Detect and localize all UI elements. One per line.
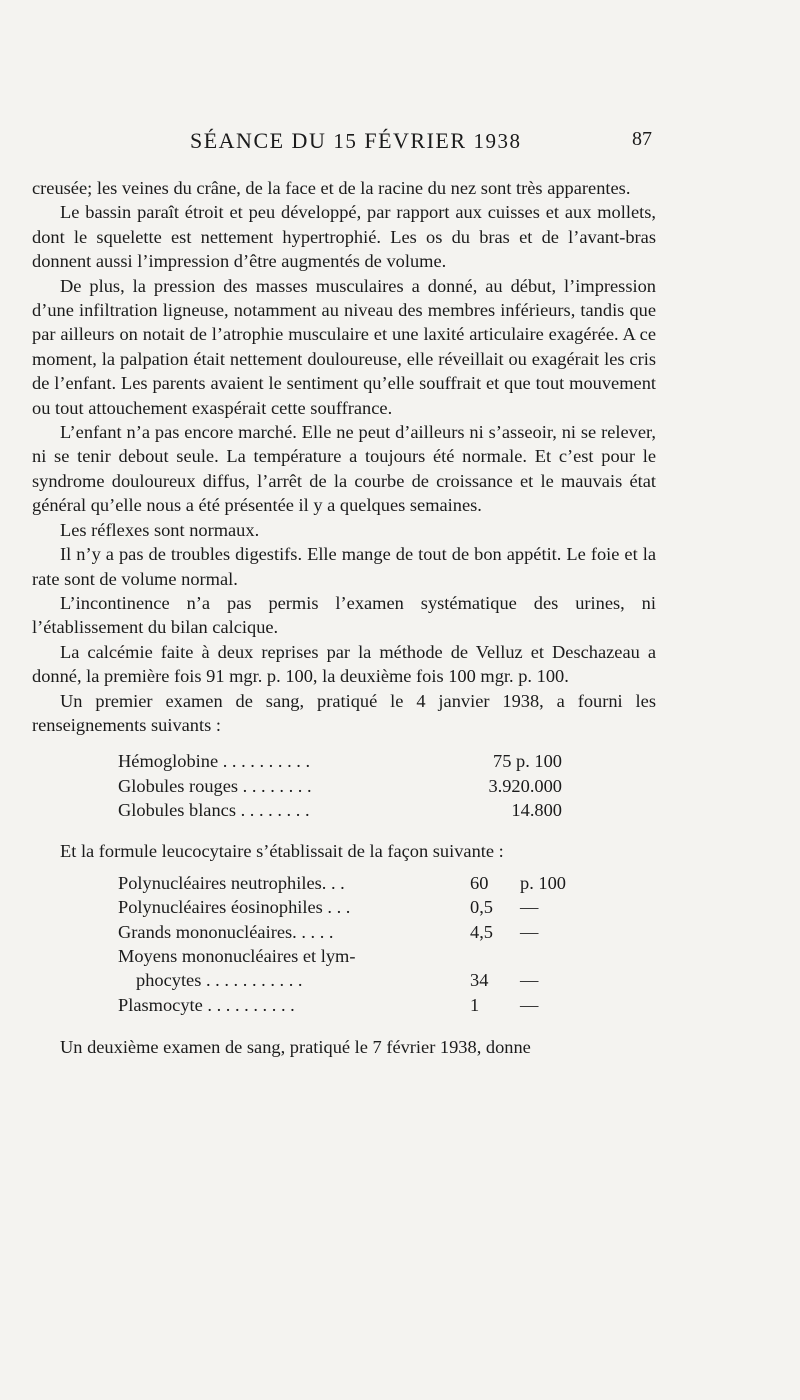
row-label: Globules blancs . . . . . . . . <box>118 800 310 821</box>
row-label: Moyens mononucléaires et lym- <box>118 946 356 967</box>
title-prefix: SÉANCE DU <box>190 128 334 153</box>
row-value: 75 p. 100 <box>493 751 562 772</box>
paragraph: L’incontinence n’a pas permis l’examen systématique des urines, ni l’établissement du bilan calcique. <box>32 592 656 638</box>
table-row <box>32 993 656 1017</box>
row-value: 4,5 <box>470 921 493 942</box>
row-unit: — <box>520 921 539 942</box>
table-row <box>32 920 656 944</box>
row-value: 0,5 <box>470 897 493 918</box>
row-value: 34 <box>470 970 489 991</box>
paragraph: Un premier examen de sang, pratiqué le 4 janvier 1938, a fourni les renseignements suivants : <box>32 690 656 735</box>
row-label: Hémoglobine . . . . . . . . . . <box>118 751 311 772</box>
paragraph: L’enfant n’a pas encore marché. Elle ne peut d’ailleurs ni s’asseoir, ni se relever, ni se tenir debout seule. La température a toujours été normale. Et c’est pour le syndrome douloureux diffus, l’arrêt de la courbe de croissance et le mauvais état général qu’elle nous a été présentée il y a quelques semaines. <box>32 422 656 516</box>
page-number: 87 <box>632 128 652 150</box>
table-row <box>32 749 656 773</box>
row-label: Plasmocyte . . . . . . . . . . <box>118 994 295 1015</box>
title-month: FÉVRIER <box>357 128 474 153</box>
row-value: 1 <box>470 994 480 1015</box>
row-label: Polynucléaires neutrophiles. . . <box>118 872 345 893</box>
paragraph: La calcémie faite à deux reprises par la méthode de Velluz et Deschazeau a donné, la première fois 91 mgr. p. 100, la deuxième fois 100 mgr. p. 100. <box>32 641 656 687</box>
table-row <box>32 895 656 919</box>
row-label: Polynucléaires éosinophiles . . . <box>118 897 351 918</box>
leukocyte-formula-table <box>32 871 656 1017</box>
row-unit: — <box>520 970 539 991</box>
table-row <box>32 871 656 895</box>
table-row <box>32 944 656 968</box>
title-day: 15 <box>333 129 358 153</box>
row-label: Globules rouges . . . . . . . . <box>118 775 312 796</box>
book-page <box>32 128 656 1060</box>
row-value: 60 <box>470 872 489 893</box>
row-unit: p. 100 <box>520 872 566 893</box>
paragraph: Il n’y a pas de troubles digestifs. Elle mange de tout de bon appétit. Le foie et la rate sont de volume normal. <box>32 544 656 589</box>
paragraph: De plus, la pression des masses musculaires a donné, au début, l’impression d’une infiltration ligneuse, notamment au niveau des membres inférieurs, tandis que par ailleurs on notait de l’atrophie musculaire et une laxité articulaire exagérée. A ce moment, la palpation était nettement douloureuse, elle réveillait ou exagérait les cris de l’enfant. Les parents avaient le sentiment qu’elle souffrait et que tout mouvement ou tout attouchement exaspérait cette souffrance. <box>32 275 656 418</box>
row-value: 3.920.000 <box>488 775 562 796</box>
row-unit: — <box>520 994 539 1015</box>
row-value: 14.800 <box>511 800 562 821</box>
table-row <box>32 968 656 992</box>
paragraph: Le bassin paraît étroit et peu développé, par rapport aux cuisses et aux mollets, dont le squelette est nettement hypertrophié. Les os du bras et de l’avant-bras donnent aussi l’impression d’être augmentés de volume. <box>32 202 656 272</box>
paragraph: creusée; les veines du crâne, de la face et de la racine du nez sont très apparentes. <box>32 178 631 198</box>
paragraph: Les réflexes sont normaux. <box>60 519 260 540</box>
blood-count-table <box>32 749 656 822</box>
body-text <box>32 176 656 737</box>
row-unit: — <box>520 897 539 918</box>
row-label: Grands mononucléaires. . . . . <box>118 921 334 942</box>
row-label: phocytes . . . . . . . . . . . <box>136 970 303 991</box>
formula-intro: Et la formule leucocytaire s’établissait de la façon suivante : <box>60 840 504 861</box>
running-head <box>32 128 656 162</box>
table-row <box>32 798 656 822</box>
closing-line: Un deuxième examen de sang, pratiqué le 7 février 1938, donne <box>60 1037 531 1058</box>
title-year: 1938 <box>473 129 522 153</box>
table-row <box>32 774 656 798</box>
running-head-title <box>190 128 522 154</box>
